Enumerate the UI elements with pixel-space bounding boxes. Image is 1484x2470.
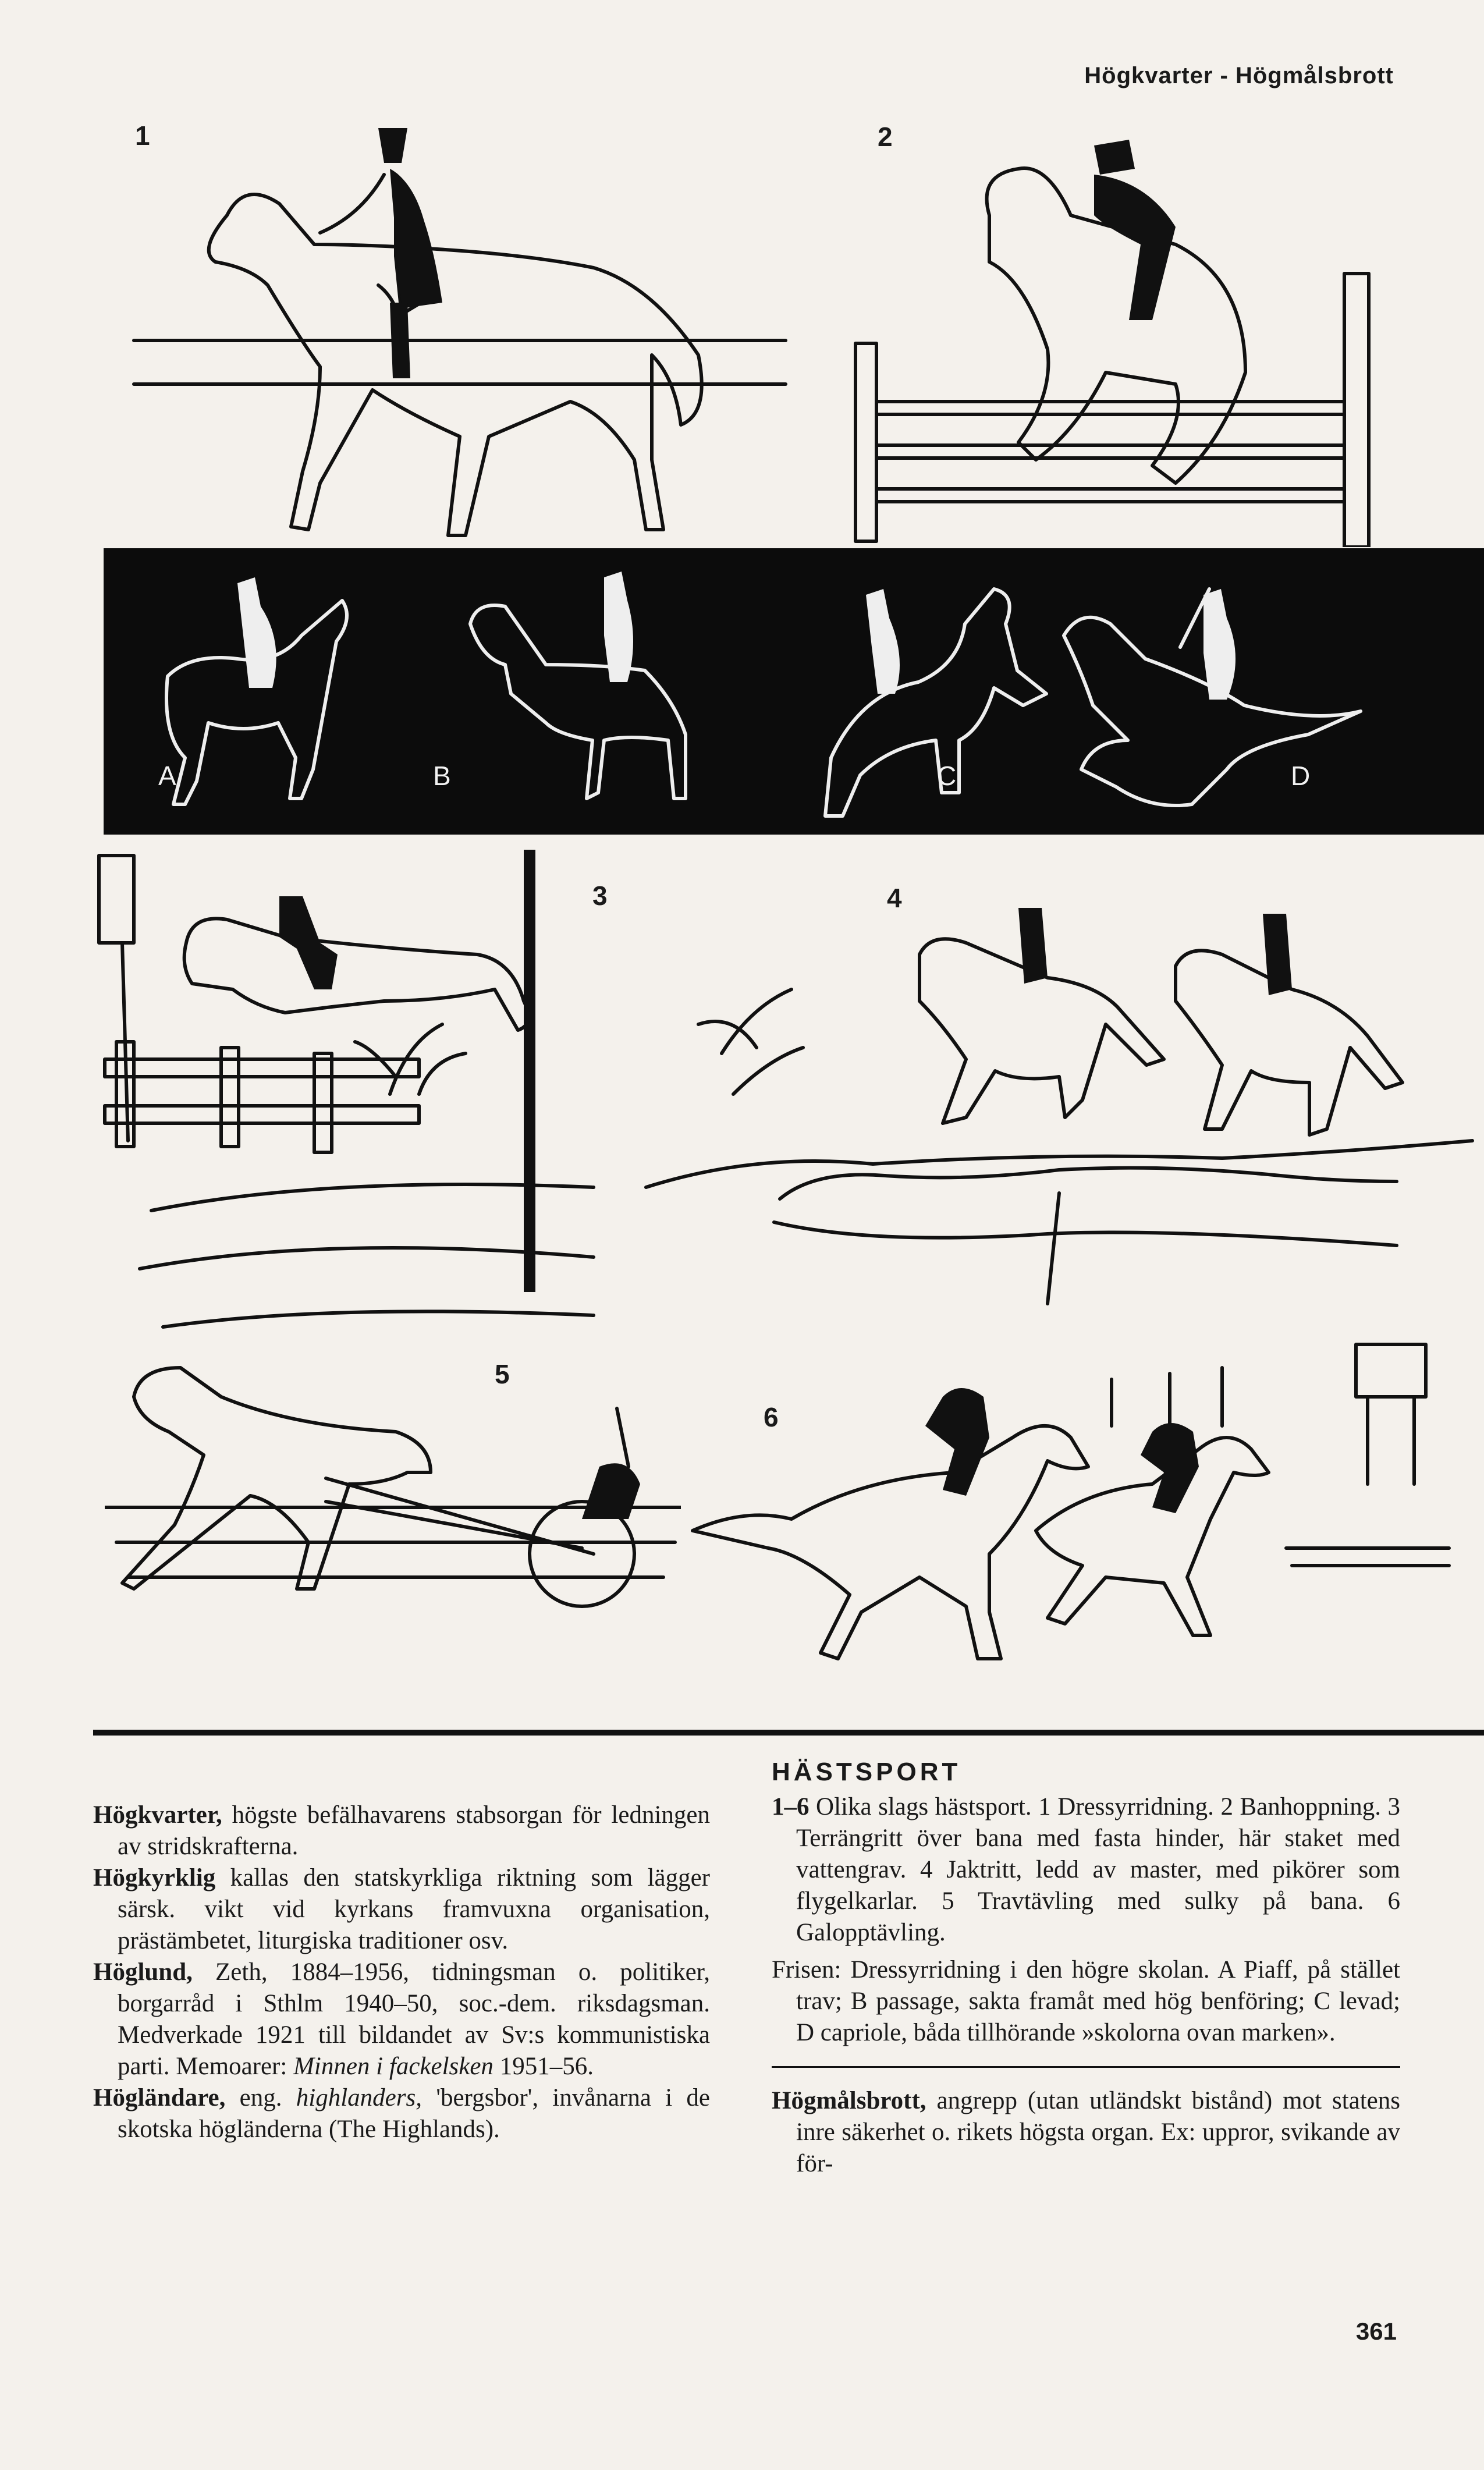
frieze-dressage-high-school	[104, 548, 1484, 835]
column-divider	[772, 2066, 1400, 2068]
illustration-harness-racing	[105, 1333, 681, 1659]
caption-figures-1-6	[772, 1791, 1400, 1949]
illustration-cross-country	[93, 850, 617, 1362]
caption-text: Olika slags hästsport. 1 Dressyrridning. 2 Banhoppning. 3 Terrängritt över bana med fasta hinder, här staket med vattengrav. 4 Jaktritt, ledd av master, med pikörer som flygelkarlar. 5 Travtävling med sulky på bana. 6 Galopptävling.	[796, 1793, 1400, 1946]
entry-hogkvarter	[93, 1800, 710, 1862]
page-number: 361	[1355, 2318, 1397, 2345]
headword: Högkvarter,	[93, 1801, 222, 1829]
figure-number-5: 5	[495, 1359, 510, 1389]
entry-tail: 'bergsbor', invånarna i de skotska högländerna (The Highlands).	[118, 2084, 710, 2143]
frieze-label-d: D	[1291, 761, 1311, 791]
entry-text: högste befälhavarens stabsorgan för ledningen av stridskrafterna.	[118, 1801, 710, 1860]
frieze-label-b: B	[433, 761, 451, 791]
headword: Högmålsbrott,	[772, 2087, 926, 2114]
left-column	[93, 1800, 710, 2145]
entry-text: eng.	[225, 2084, 296, 2111]
entry-text: angrepp (utan utländskt bistånd) mot statens inre säkerhet o. rikets högsta organ. Ex: uppror, svikande av för-	[796, 2087, 1400, 2177]
figure-number-6: 6	[764, 1402, 779, 1432]
illustration-show-jumping	[850, 128, 1385, 547]
frieze-label-a: A	[158, 761, 176, 791]
headword: Högländare,	[93, 2084, 226, 2111]
headword: Höglund,	[93, 1958, 193, 1986]
figure-number-4: 4	[887, 883, 902, 913]
running-head: Högkvarter - Högmålsbrott	[1084, 63, 1394, 88]
entry-hoglund	[93, 1957, 710, 2082]
entry-hogkyrklig	[93, 1862, 710, 1957]
illustration-gallop-racing	[687, 1333, 1455, 1717]
figure-number-1: 1	[135, 120, 150, 151]
right-column	[772, 1756, 1400, 2180]
entry-italic: Minnen i fackelsken	[293, 2053, 494, 2080]
section-title: HÄSTSPORT	[772, 1758, 961, 1786]
frieze-label-c: C	[937, 761, 957, 791]
caption-frieze: Frisen: Dressyrridning i den högre skolan. A Piaff, på stället trav; B passage, sakta framåt med hög benföring; C levad; D capriole, båda tillhörande »skolorna ovan marken».	[772, 1956, 1400, 2046]
illustration-hunt-ride	[640, 908, 1478, 1374]
caption-lead: 1–6	[772, 1793, 810, 1820]
frieze-horses	[104, 548, 1484, 835]
section-divider	[93, 1730, 1484, 1736]
figure-number-3: 3	[592, 881, 608, 911]
illustration-dressage	[128, 111, 791, 541]
entry-text: Zeth, 1884–1956, tidningsman o. politiker, borgarråd i Sthlm 1940–50, soc.-dem. riksdagsman. Medverkade 1921 till bildandet av Sv:s kommunistiska parti. Memoarer:	[118, 1958, 710, 2080]
entry-italic: highlanders,	[296, 2084, 422, 2111]
entry-higlandare	[93, 2082, 710, 2145]
headword: Högkyrklig	[93, 1864, 216, 1891]
entry-text: kallas den statskyrkliga riktning som lägger särsk. vikt vid kyrkans framvuxna organisation, prästämbetet, liturgiska traditioner osv.	[118, 1864, 710, 1954]
entry-hogmalsbrott	[772, 2085, 1400, 2180]
entry-tail: 1951–56.	[493, 2053, 594, 2080]
figure-number-2: 2	[878, 122, 893, 152]
